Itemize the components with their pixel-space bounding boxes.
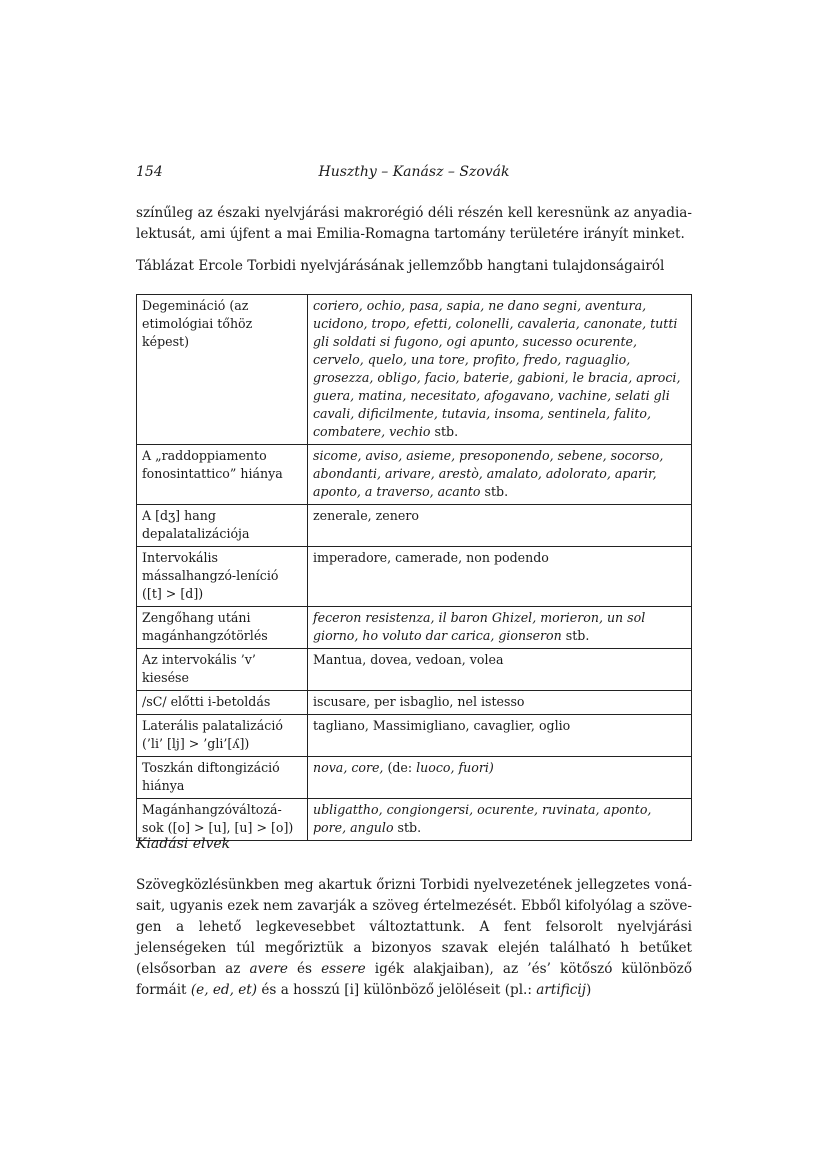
table-row	[137, 757, 692, 799]
table-row	[137, 445, 692, 505]
body-italic: avere	[249, 961, 288, 977]
examples-plain: iscusare, per isbaglio, nel istesso	[313, 694, 525, 709]
body-italic: (e, ed, et)	[190, 982, 258, 998]
examples-italic: nova, core,	[313, 760, 384, 775]
table-row	[137, 649, 692, 691]
examples-cell	[308, 757, 692, 799]
examples-cell	[308, 445, 692, 505]
feature-cell: Degemináció (az etimológiai tőhöz képest)	[137, 295, 308, 445]
examples-plain: (de:	[383, 760, 417, 775]
table-row	[137, 505, 692, 547]
examples-plain: zenerale, zenero	[313, 508, 419, 523]
feature-cell: Az intervokális ’v’ kiesése	[137, 649, 308, 691]
examples-cell	[308, 295, 692, 445]
examples-cell	[308, 691, 692, 715]
body-text: és a hosszú [i] különböző jelöléseit (pl.:	[257, 982, 537, 998]
body-paragraph	[136, 875, 692, 1001]
phonetic-features-table	[136, 294, 692, 841]
body-text: )	[585, 982, 592, 998]
body-text: igék alakjaiban), az ’és’ kötőszó különböző formáit	[136, 961, 692, 998]
examples-italic: sicome, aviso, asieme, presoponendo, sebene, socorso, abondanti, arivare, arestò, amalato, adolorato, aparir, aponto, a traverso, acanto	[313, 448, 664, 499]
examples-plain: stb.	[561, 628, 590, 643]
examples-italic: feceron resistenza, il baron Ghizel, morieron, un sol giorno, ho voluto dar carica, gionseron	[313, 610, 646, 643]
feature-cell: Toszkán diftongizáció hiánya	[137, 757, 308, 799]
feature-cell: /sC/ előtti i-betoldás	[137, 691, 308, 715]
body-italic: artificij	[536, 982, 586, 998]
body-text: és	[287, 961, 322, 977]
section-heading: Kiadási elvek	[136, 836, 231, 852]
examples-plain: tagliano, Massimigliano, cavaglier, oglio	[313, 718, 571, 733]
examples-cell	[308, 607, 692, 649]
table-row	[137, 691, 692, 715]
page-number: 154	[136, 164, 163, 180]
examples-plain: Mantua, dovea, vedoan, volea	[313, 652, 504, 667]
table-row	[137, 547, 692, 607]
table-caption: Táblázat Ercole Torbidi nyelvjárásának jellemzőbb hangtani tulajdonságairól	[136, 258, 665, 274]
examples-cell	[308, 799, 692, 841]
body-italic: essere	[321, 961, 366, 977]
feature-cell: A „raddoppiamento fonosintattico” hiánya	[137, 445, 308, 505]
running-head: Huszthy – Kanász – Szovák	[318, 164, 510, 180]
feature-cell: Intervokális mássalhangzó-leníció ([t] > [d])	[137, 547, 308, 607]
intro-paragraph: színűleg az északi nyelvjárási makrorégió déli részén kell keresnünk az anyadia-lektusát, ami újfent a mai Emilia-Romagna tartomány területére irányít minket.	[136, 205, 692, 242]
feature-cell: Magánhangzóváltozá-sok ([o] > [u], [u] > [o])	[137, 799, 308, 841]
examples-cell	[308, 505, 692, 547]
examples-plain: imperadore, camerade, non podendo	[313, 550, 549, 565]
examples-plain: stb.	[430, 424, 459, 439]
feature-cell: Laterális palatalizáció (’li’ [lj] > ’gli’[ʎ])	[137, 715, 308, 757]
body-text: Szövegközlésünkben meg akartuk őrizni Torbidi nyelvezetének jellegzetes voná-sait, ugyanis ezek nem zavarják a szöveg értelmezését. Ebből kifolyólag a szöve-gen a lehető legkevesebbet változtattunk. A fent felsorolt nyelvjárási jelenségeken túl megőriztük a bizonyos szavak elején található h betűket (elsősorban az	[136, 877, 692, 977]
examples-cell	[308, 649, 692, 691]
examples-italic: coriero, ochio, pasa, sapia, ne dano segni, aventura, ucidono, tropo, efetti, colonelli, cavaleria, canonate, tutti gli soldati si fugono, ogi apunto, sucesso ocurente, cervelo, quelo, una tore, profito, fredo, raguaglio, grosezza, obligo, facio, baterie, gabioni, le bracia, aproci, guera, matina, necesitato, afogavano, vachine, selati gli cavali, dificilmente, tutavia, insoma, sentinela, falito, combatere, vechio	[313, 298, 681, 439]
feature-cell: Zengőhang utáni magánhangzótörlés	[137, 607, 308, 649]
table-row	[137, 799, 692, 841]
table-row	[137, 715, 692, 757]
table-row	[137, 295, 692, 445]
examples-plain: stb.	[480, 484, 509, 499]
examples-cell	[308, 715, 692, 757]
table-row	[137, 607, 692, 649]
examples-plain: stb.	[393, 820, 422, 835]
examples-cell	[308, 547, 692, 607]
examples-italic-2: luoco, fuori)	[416, 760, 494, 775]
feature-cell: A [dʒ] hang depalatalizációja	[137, 505, 308, 547]
page-header	[136, 164, 692, 184]
examples-italic: ubligattho, congiongersi, ocurente, ruvinata, aponto, pore, angulo	[313, 802, 652, 835]
